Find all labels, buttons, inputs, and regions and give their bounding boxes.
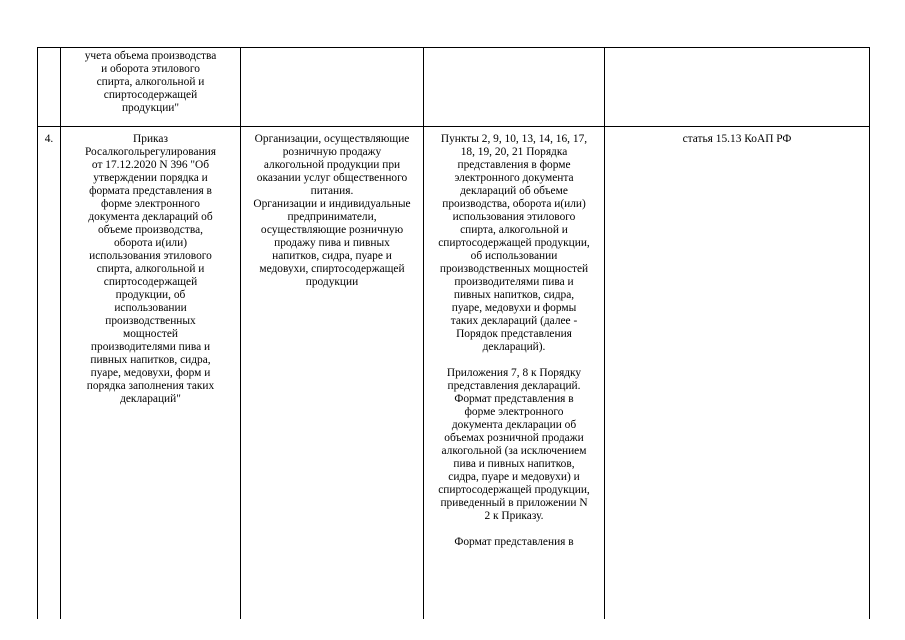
act-text: учета объема производства и оборота этилового спирта, алкогольной и спиртосодержащей продукции" bbox=[84, 50, 217, 114]
liability-cell bbox=[605, 48, 870, 127]
subjects-text-1: Организации, осуществляющие розничную продажу алкогольной продукции при оказании услуг общественного питания. bbox=[254, 133, 410, 197]
act-cell bbox=[61, 127, 241, 620]
act-cell bbox=[61, 48, 241, 127]
subjects-text-2: Организации и индивидуальные предприниматели, осуществляющие розничную продажу пива и пивных напитков, сидра, пуаре и медовухи, спиртосодержащей продукции bbox=[253, 198, 411, 288]
row-number: 4. bbox=[44, 133, 54, 145]
requirements-table bbox=[37, 47, 870, 619]
provisions-text-3: Формат представления в bbox=[454, 536, 574, 548]
row-number-cell bbox=[38, 48, 61, 127]
table-row bbox=[38, 48, 870, 127]
provisions-text-1: Пункты 2, 9, 10, 13, 14, 16, 17, 18, 19, 20, 21 Порядка представления в форме электронного документа деклараций об объеме производства, оборота и(или) использования этилового спирта, алкогольной и спиртосодержащей продукции, об использовании производственных мощностей производителями пива и пивных напитков, сидра, пуаре, медовухи и формы таких деклараций (далее - Порядок представления деклараций). bbox=[438, 133, 590, 353]
subjects-cell bbox=[241, 127, 424, 620]
provisions-cell bbox=[424, 127, 605, 620]
row-number-cell bbox=[38, 127, 61, 620]
act-text: Приказ Росалкогольрегулирования от 17.12.2020 N 396 "Об утверждении порядка и формата представления в форме электронного документа деклараций об объеме производства, оборота и(или) использования этилового спирта, алкогольной и спиртосодержащей продукции, об использовании производственных мощностей производителями пива и пивных напитков, сидра, пуаре, медовухи, форм и порядка заполнения таких деклараций" bbox=[84, 133, 217, 405]
table-row bbox=[38, 127, 870, 620]
provisions-cell bbox=[424, 48, 605, 127]
liability-cell bbox=[605, 127, 870, 620]
liability-text: статья 15.13 КоАП РФ bbox=[682, 133, 792, 145]
subjects-cell bbox=[241, 48, 424, 127]
provisions-text-2: Приложения 7, 8 к Порядку представления деклараций. Формат представления в форме электронного документа декларации об объемах розничной продажи алкогольной (за исключением пива и пивных напитков, сидра, пуаре и медовухи) и спиртосодержащей продукции, приведенный в приложении N 2 к Приказу. bbox=[438, 367, 590, 522]
